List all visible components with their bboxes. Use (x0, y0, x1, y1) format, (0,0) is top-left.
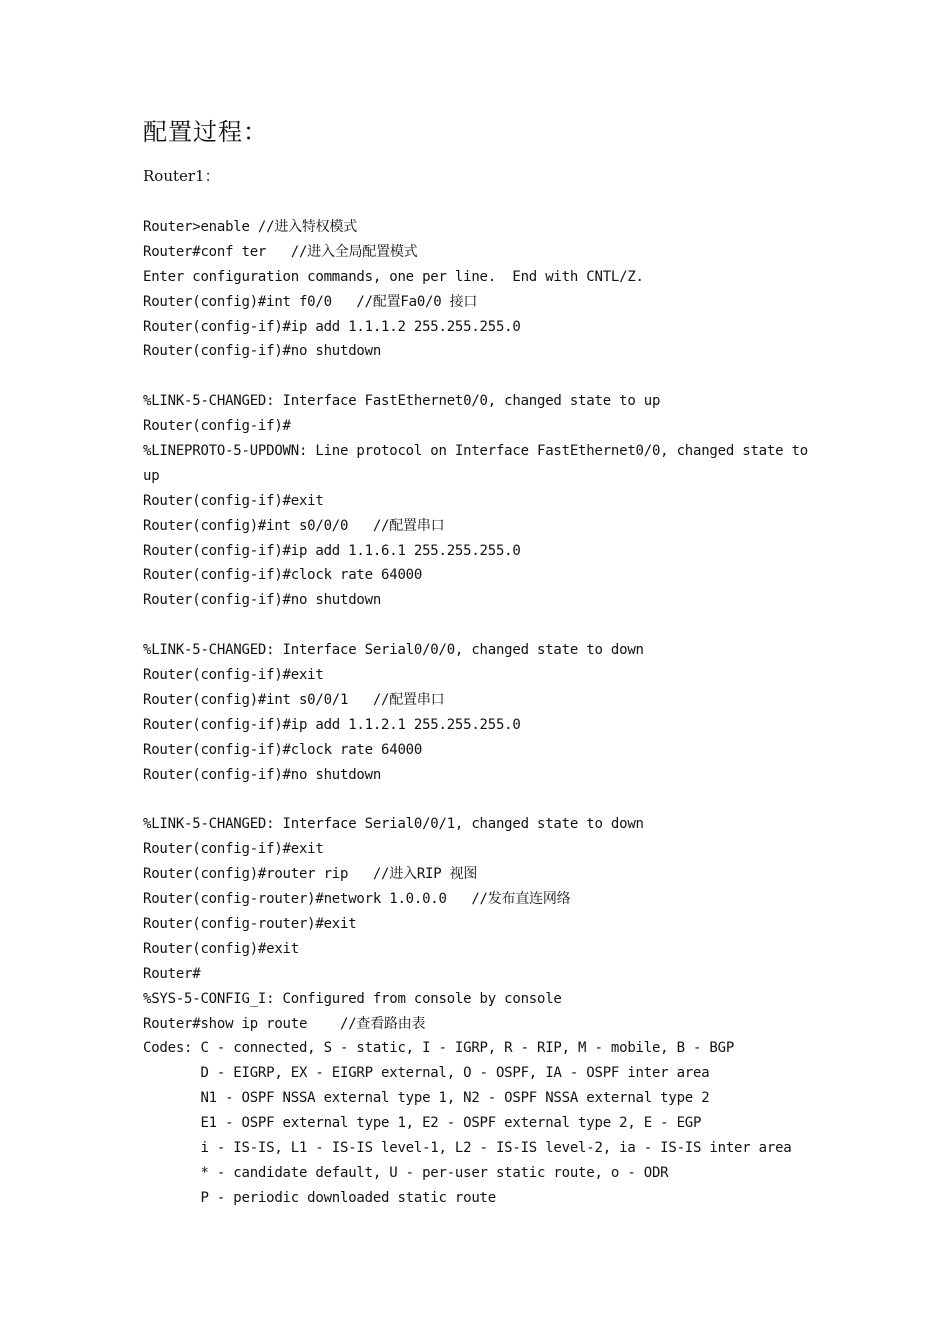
console-line: Router(config-if)#ip add 1.1.1.2 255.255.255.0 (143, 318, 521, 335)
console-line: Router(config-if)#exit (143, 841, 324, 858)
console-line (143, 364, 843, 389)
console-line (143, 787, 843, 812)
console-line: %LINK-5-CHANGED: Interface Serial0/0/0, changed state to down (143, 642, 644, 659)
console-line: Router(config)#router rip //进入RIP 视图 (143, 866, 478, 883)
console-line: Router(config)#int s0/0/0 //配置串口 (143, 517, 445, 534)
console-line: Router(config-if)#ip add 1.1.6.1 255.255.255.0 (143, 542, 521, 559)
console-line: P - periodic downloaded static route (143, 1189, 496, 1206)
console-line: Router(config-if)#no shutdown (143, 592, 382, 609)
console-line: %LINK-5-CHANGED: Interface FastEthernet0/0, changed state to up (143, 393, 661, 410)
console-line: Router(config-if)# (143, 418, 291, 435)
console-line: Router(config-if)#clock rate 64000 (143, 567, 423, 584)
console-line: up (143, 467, 160, 484)
console-line: Router(config-if)#exit (143, 667, 324, 684)
console-line: Router(config)#int s0/0/1 //配置串口 (143, 691, 445, 708)
console-line: Enter configuration commands, one per line. End with CNTL/Z. (143, 268, 644, 285)
console-line: Router(config-router)#network 1.0.0.0 //发布直连网络 (143, 891, 571, 908)
console-line: Router(config-if)#exit (143, 492, 324, 509)
console-line: %LINK-5-CHANGED: Interface Serial0/0/1, changed state to down (143, 816, 644, 833)
console-line: E1 - OSPF external type 1, E2 - OSPF external type 2, E - EGP (143, 1115, 702, 1132)
console-transcript (143, 215, 843, 1211)
console-line: %SYS-5-CONFIG_I: Configured from console by console (143, 990, 562, 1007)
console-line: Router#conf ter //进入全局配置模式 (143, 243, 418, 260)
console-line: * - candidate default, U - per-user static route, o - ODR (143, 1164, 669, 1181)
page-heading: 配置过程： (143, 118, 268, 146)
console-line: Router>enable //进入特权模式 (143, 219, 358, 235)
console-line: Router(config-router)#exit (143, 915, 357, 932)
console-line: Router(config-if)#no shutdown (143, 343, 382, 360)
console-line: Codes: C - connected, S - static, I - IGRP, R - RIP, M - mobile, B - BGP (143, 1040, 735, 1057)
router-label: Router1： (143, 167, 220, 185)
console-line: Router(config-if)#clock rate 64000 (143, 741, 423, 758)
console-line: N1 - OSPF NSSA external type 1, N2 - OSPF NSSA external type 2 (143, 1090, 710, 1107)
console-line: i - IS-IS, L1 - IS-IS level-1, L2 - IS-IS level-2, ia - IS-IS inter area (143, 1139, 792, 1156)
console-line: Router(config)#exit (143, 940, 299, 957)
console-line: D - EIGRP, EX - EIGRP external, O - OSPF, IA - OSPF inter area (143, 1065, 710, 1082)
console-line: Router(config-if)#no shutdown (143, 766, 382, 783)
console-line (143, 613, 843, 638)
console-line: Router# (143, 965, 201, 982)
console-line: Router(config-if)#ip add 1.1.2.1 255.255.255.0 (143, 716, 521, 733)
console-line: %LINEPROTO-5-UPDOWN: Line protocol on Interface FastEthernet0/0, changed state to (143, 443, 808, 460)
console-line: Router#show ip route //查看路由表 (143, 1015, 426, 1032)
console-line: Router(config)#int f0/0 //配置Fa0/0 接口 (143, 293, 478, 310)
